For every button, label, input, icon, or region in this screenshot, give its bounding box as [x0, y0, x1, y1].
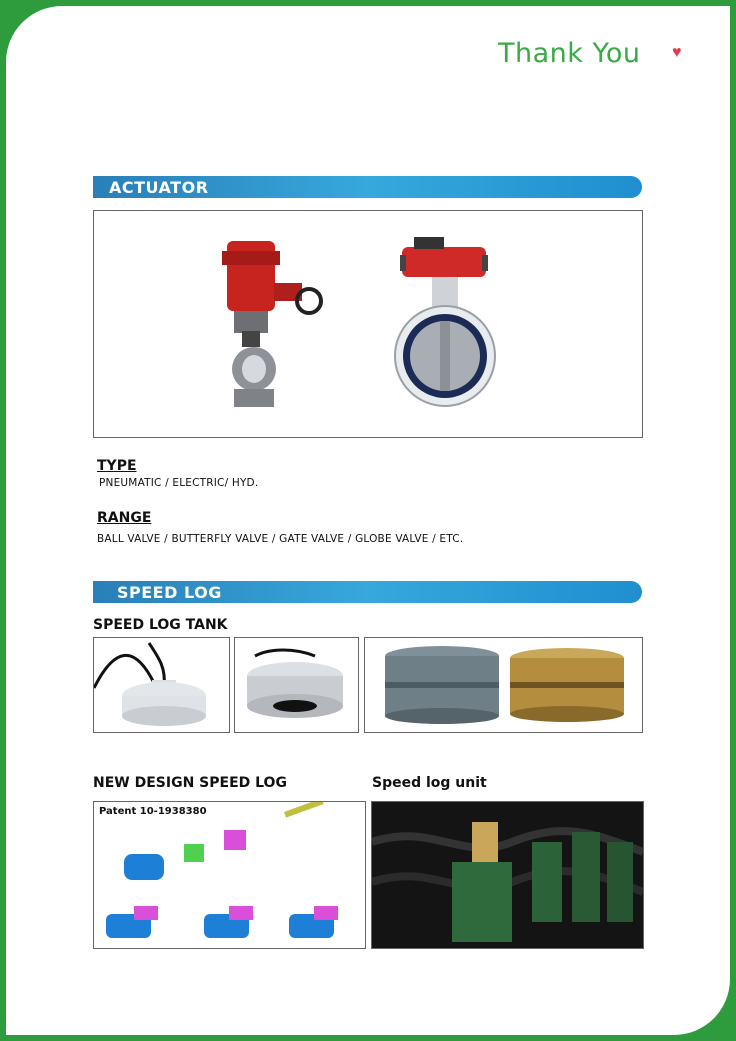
- electric-actuator-image: [222, 241, 321, 407]
- exploded-diagram-image: [94, 802, 365, 948]
- speed-log-tank-heading: SPEED LOG TANK: [93, 617, 228, 633]
- patent-number: Patent 10-1938380: [99, 806, 207, 817]
- thank-you-logo: Thank You: [498, 38, 641, 69]
- new-design-image-box: [93, 801, 366, 949]
- new-design-speed-log-heading: NEW DESIGN SPEED LOG: [93, 775, 287, 791]
- type-value: PNEUMATIC / ELECTRIC/ HYD.: [99, 477, 259, 489]
- speed-log-section-bar: [93, 581, 642, 603]
- type-heading: TYPE: [97, 458, 137, 474]
- flange-image: [365, 638, 642, 732]
- actuator-section-title: ACTUATOR: [109, 178, 209, 197]
- range-value: BALL VALVE / BUTTERFLY VALVE / GATE VALVE / GLOBE VALVE / ETC.: [97, 533, 464, 545]
- speed-log-unit-heading: Speed log unit: [372, 775, 487, 791]
- valve-assembly-image: [372, 802, 643, 948]
- speed-log-section-title: SPEED LOG: [117, 583, 222, 602]
- pneumatic-butterfly-valve-image: [395, 237, 495, 406]
- heart-icon: ♥: [672, 44, 682, 61]
- speed-log-unit-image-box: [371, 801, 644, 949]
- range-heading: RANGE: [97, 510, 152, 526]
- tank-cap-image: [235, 638, 358, 732]
- actuator-illustration: [94, 211, 642, 437]
- actuator-image-box: [93, 210, 643, 438]
- actuator-section-bar: [93, 176, 642, 198]
- sensor-image: [94, 638, 229, 732]
- speed-log-tank-image-1: [93, 637, 230, 733]
- speed-log-tank-image-3: [364, 637, 643, 733]
- speed-log-tank-image-2: [234, 637, 359, 733]
